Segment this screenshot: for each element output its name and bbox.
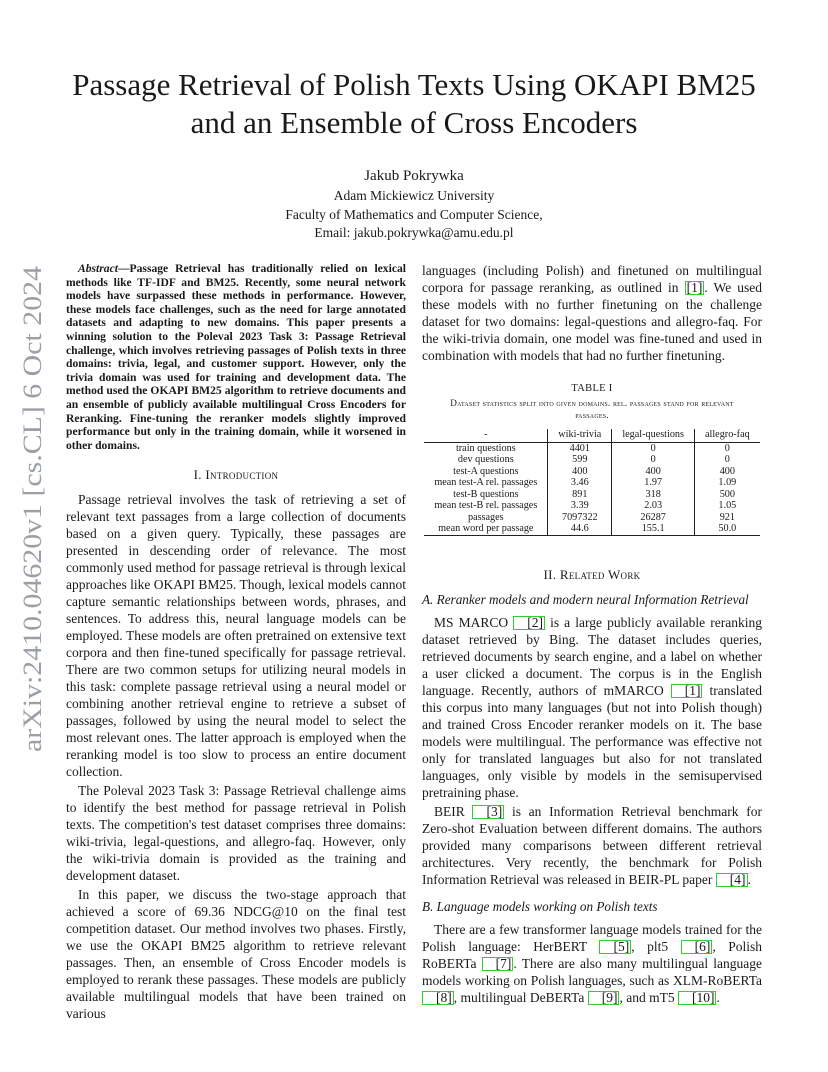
section-heading-introduction — [66, 466, 406, 483]
section-heading-related-work — [422, 566, 762, 583]
table-cell: 44.6 — [548, 523, 612, 535]
subsection-heading-a: A. Reranker models and modern neural Information Retrieval — [422, 591, 749, 607]
text-span: languages (including Polish) and finetuned on multilingual corpora for passage reranking, as outlined in — [422, 263, 762, 295]
table-cell: 400 — [695, 466, 760, 478]
subsection-heading-b: B. Language models working on Polish texts — [422, 898, 658, 914]
table-header-cell: wiki-trivia — [548, 429, 612, 442]
section-number: II. — [543, 566, 560, 582]
text-span: , and mT5 — [619, 989, 678, 1005]
table-cell: mean test-A rel. passages — [434, 477, 538, 488]
citation-link[interactable]: [10] — [678, 991, 717, 1005]
dataset-statistics-table — [424, 429, 759, 536]
table-cell: 0 — [695, 454, 760, 466]
table-cell: 50.0 — [695, 523, 760, 535]
table-cell: 26287 — [612, 512, 695, 524]
author-university: Adam Mickiewicz University — [333, 188, 495, 203]
table-cell: 400 — [612, 466, 695, 478]
text-span: . — [716, 989, 720, 1005]
table-cell: 1.97 — [612, 477, 695, 489]
text-span: , multilingual DeBERTa — [453, 989, 588, 1005]
author-name: Jakub Pokrywka — [364, 168, 464, 184]
table-cell: mean word per passage — [424, 523, 547, 535]
related-paragraph-1 — [422, 614, 762, 801]
table-cell: 318 — [612, 489, 695, 501]
table-cell: 0 — [612, 442, 695, 454]
text-span: . — [747, 871, 751, 887]
table-cell: 400 — [548, 466, 612, 478]
table-caption: TABLE I — [571, 383, 613, 394]
table-row — [424, 454, 759, 466]
author-faculty: Faculty of Mathematics and Computer Science, — [285, 206, 543, 222]
left-column — [66, 262, 406, 1024]
citation-link[interactable]: [6] — [681, 940, 713, 954]
text-span: BEIR — [434, 803, 473, 819]
table-cell: 155.1 — [612, 523, 695, 535]
paper-title: Passage Retrieval of Polish Texts Using OKAPI BM25 and an Ensemble of Cross Encoders — [72, 67, 756, 140]
text-span: MS MARCO — [434, 614, 514, 630]
citation-link[interactable]: [1] — [671, 684, 703, 698]
section-number: I. — [193, 467, 206, 483]
citation-link[interactable]: [8] — [422, 991, 454, 1005]
table-header-cell: - — [424, 429, 547, 442]
table-cell: 3.46 — [548, 477, 612, 489]
section-title: Introduction — [205, 467, 279, 483]
table-cell: 500 — [695, 489, 760, 501]
table-row — [424, 477, 759, 489]
table-cell: 921 — [695, 512, 760, 524]
citation-link[interactable]: [1] — [686, 280, 703, 295]
citation-link[interactable]: [5] — [599, 940, 631, 954]
table-cell: 1.05 — [695, 500, 760, 512]
table-cell: 599 — [548, 454, 612, 466]
arxiv-watermark-text: arXiv:2410.04620v1 [cs.CL] 6 Oct 2024 — [18, 328, 47, 752]
table-row — [424, 466, 759, 478]
table-cell: train questions — [455, 442, 516, 454]
abstract — [66, 262, 406, 452]
citation-link[interactable]: [4] — [716, 873, 748, 887]
text-span: . We used these models with no further finetuning on the challenge dataset for two domains: legal-questions and allegro-faq. For the wiki-trivia domain, one model was fine-tuned and used in combination with models that had no further finetuning. — [422, 280, 763, 363]
table-row — [424, 512, 759, 524]
intro-paragraph-3: In this paper, we discuss the two-stage approach that achieved a score of 69.36 NDCG@10 on the final test competition dataset. Our method involves two phases. Firstly, we use the OKAPI BM25 algorithm to retrieve relevant passages. Then, an ensemble of Cross Encoder models is employed to rerank these passages. These models are publicly available multilingual models that have been trained on various — [66, 887, 406, 1022]
text-span: . There are also many multilingual language models working on Polish languages, such as XLM-RoBERTa — [422, 955, 762, 988]
text-span: , Polish RoBERTa — [422, 938, 762, 971]
table-row — [424, 523, 759, 535]
intro-paragraph-2: The Poleval 2023 Task 3: Passage Retrieval challenge aims to identify the best method for passage retrieval in Polish texts. The competition's test dataset comprises three domains: wiki-trivia, legal-questions, and allegro-faq. However, only the wiki-trivia domain is provided as the training and development dataset. — [66, 783, 406, 884]
table-cell: test-A questions — [453, 465, 519, 477]
table-cell: mean test-B rel. passages — [434, 500, 538, 511]
table-cell: 891 — [548, 489, 612, 501]
author-email[interactable]: Email: jakub.pokrywka@amu.edu.pl — [314, 225, 514, 240]
citation-link[interactable]: [2] — [513, 616, 545, 630]
table-header-cell: allegro-faq — [695, 429, 760, 442]
text-span: , plt5 — [631, 938, 681, 954]
text-span: There are a few transformer language models trained for the Polish language: HerBERT — [422, 921, 762, 954]
table-cell: 4401 — [548, 442, 612, 454]
text-span: is an Information Retrieval benchmark for Zero-shot Evaluation between different domains. The authors provided many comparisons between different retrieval architectures. Very recently, the benchmark for Polish Information Retrieval was released in BEIR-PL paper — [422, 803, 762, 887]
text-span: translated this corpus into many languages (but not into Polish though) and trained Cross Encoder reranker models on it. The base models were multilingual. The performance was effective not only for translated languages but also for not translated languages, only visible by models in the semisupervised pretraining phase. — [422, 682, 762, 800]
table-cell: passages — [467, 511, 504, 523]
table-cell: 7097322 — [548, 512, 612, 524]
table-header-row — [424, 429, 759, 442]
table-cell: dev questions — [457, 454, 514, 465]
table-subcaption: Dataset statistics split into given domains. rel. passages stand for relevant passages. — [450, 398, 734, 420]
citation-link[interactable]: [7] — [482, 957, 514, 971]
text-span: is a large publicly available reranking dataset retrieved by Bing. The dataset includes queries, retrieved documents by search engine, and a label on whether a user clicked a document. The corpus is in the English language. Recently, authors of mMARCO — [422, 614, 762, 698]
table-cell: 3.39 — [548, 500, 612, 512]
table-row — [424, 500, 759, 512]
table-row — [424, 442, 759, 454]
abstract-label: Abstract — [78, 262, 118, 275]
citation-link[interactable]: [3] — [472, 805, 504, 819]
table-cell: 0 — [612, 454, 695, 466]
arxiv-watermark — [12, 262, 48, 754]
table-1 — [422, 382, 762, 536]
section-title: Related Work — [559, 566, 641, 582]
abstract-text: —Passage Retrieval has traditionally relied on lexical methods like TF-IDF and BM25. Recently, some neural network models have surpassed these methods in performance. However, these models face challenges, such as the need for large annotated datasets and adapting to new domains. This paper presents a winning solution to the Poleval 2023 Task 3: Passage Retrieval challenge, which involves retrieving passages of Polish texts in three domains: trivia, legal, and customer support. However, only the trivia domain was used for training and development data. The method used the OKAPI BM25 algorithm to retrieve documents and an ensemble of publicly available multilingual Cross Encoders for Reranking. Fine-tuning the reranker models slightly improved performance but only in the training domain, while it worsened in other domains. — [66, 262, 406, 452]
table-row — [424, 489, 759, 501]
arxiv-watermark-svg — [12, 262, 48, 754]
related-paragraph-3 — [422, 921, 762, 1006]
right-column — [422, 262, 762, 1008]
table-header-cell: legal-questions — [612, 429, 695, 442]
intro-paragraph-4 — [422, 262, 762, 364]
related-paragraph-2 — [422, 803, 762, 888]
table-cell: 0 — [695, 442, 760, 454]
intro-paragraph-1: Passage retrieval involves the task of retrieving a set of relevant text passages from a large collection of documents based on a given query. Typically, these passages are presented in descending order of relevance. The most commonly used method for passage retrieval is through lexical approaches like OKAPI BM25. Though, lexical models cannot capture semantic relationships between words, phrases, and sentences. To address this, neural language models can be employed. These models are often pretrained on extensive text corpora and then fine-tuned specifically for passage retrieval. There are two common setups for utilizing neural models in this task: complete passage retrieval using a neural model or combining another retrieval engine to retrieve a subset of passages, followed by using the neural model to select the most relevant ones. The latter approach is employed when the reranking model is too slow to process an entire document collection. — [66, 492, 406, 780]
author-block — [200, 166, 628, 243]
table-cell: test-B questions — [453, 488, 519, 500]
citation-link[interactable]: [9] — [588, 991, 620, 1005]
table-cell: 1.09 — [695, 477, 760, 489]
table-cell: 2.03 — [612, 500, 695, 512]
